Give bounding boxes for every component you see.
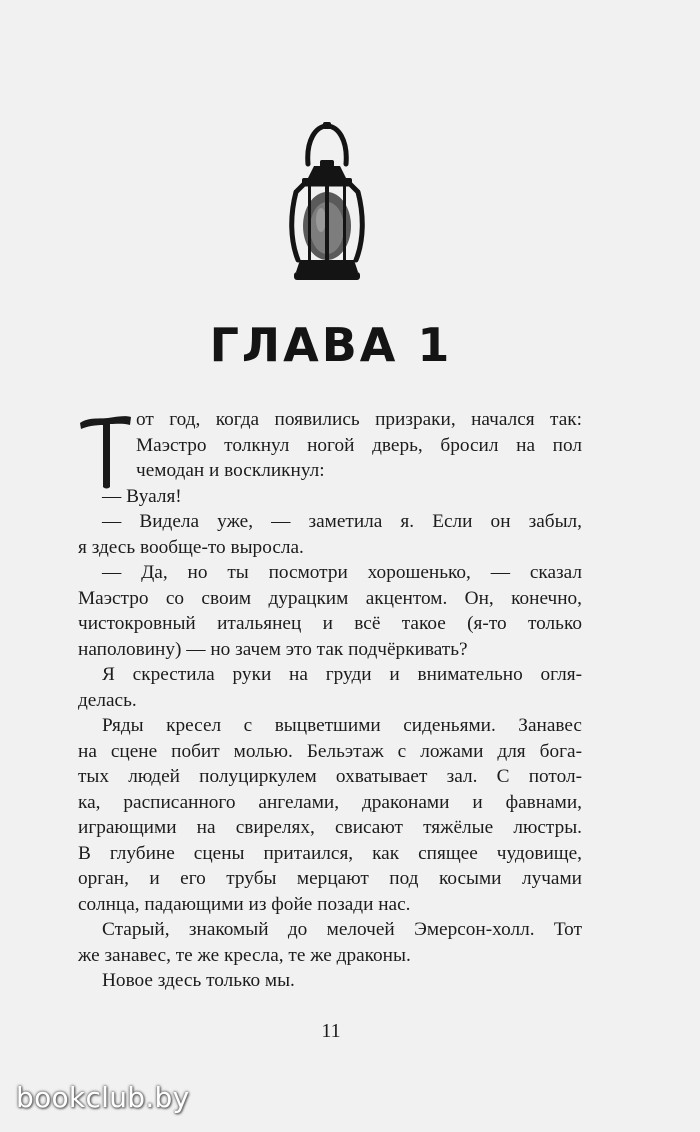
text-line: от год, когда появились призраки, начался так: [136, 409, 582, 430]
text-line: я здесь вообще-то выросла. [78, 536, 304, 558]
text-line: В глубине сцены притаился, как спящее чудовище, [78, 842, 582, 864]
text-line: Я скрестила руки на груди и внимательно огля- [102, 664, 582, 685]
text-line: чемодан и воскликнул: [136, 460, 325, 481]
text-line: Ряды кресел с выцветшими сиденьями. Занавес [102, 715, 582, 736]
chapter-text [78, 407, 582, 994]
drop-cap [78, 411, 132, 491]
text-line: Новое здесь только мы. [102, 970, 295, 991]
text-line: Маэстро со своим дурацким акцентом. Он, конечно, [78, 587, 582, 609]
text-line: делась. [78, 689, 137, 711]
text-line: — Вуаля! [102, 485, 182, 507]
text-line: играющими на свирелях, свисают тяжёлые люстры. [78, 817, 582, 838]
text-line: солнца, падающими из фойе позади нас. [78, 893, 411, 915]
text-line: орган, и его трубы мерцают под косыми лучами [78, 868, 582, 889]
text-line: наполовину) — но зачем это так подчёркивать? [78, 638, 468, 660]
lantern-icon [286, 120, 368, 286]
text-line: — Видела уже, — заметила я. Если он забыл, [102, 511, 582, 532]
text-line: Маэстро толкнул ногой дверь, бросил на пол [136, 434, 582, 456]
text-line: чистокровный итальянец и всё такое (я-то только [78, 613, 582, 634]
text-line: на сцене побит молью. Бельэтаж с ложами для бога- [78, 740, 582, 762]
page-number: 11 [321, 1020, 341, 1042]
text-line: ка, расписанного ангелами, драконами и фавнами, [78, 791, 582, 813]
watermark: bookclub.by [16, 1081, 190, 1114]
chapter-title: ГЛАВА 1 [209, 318, 453, 372]
text-line: же занавес, те же кресла, те же драконы. [78, 944, 411, 966]
text-line: тых людей полуциркулем охватывает зал. С потол- [78, 766, 582, 787]
text-line: Старый, знакомый до мелочей Эмерсон-холл. Тот [102, 919, 582, 940]
text-line: — Да, но ты посмотри хорошенько, — сказал [102, 562, 582, 583]
